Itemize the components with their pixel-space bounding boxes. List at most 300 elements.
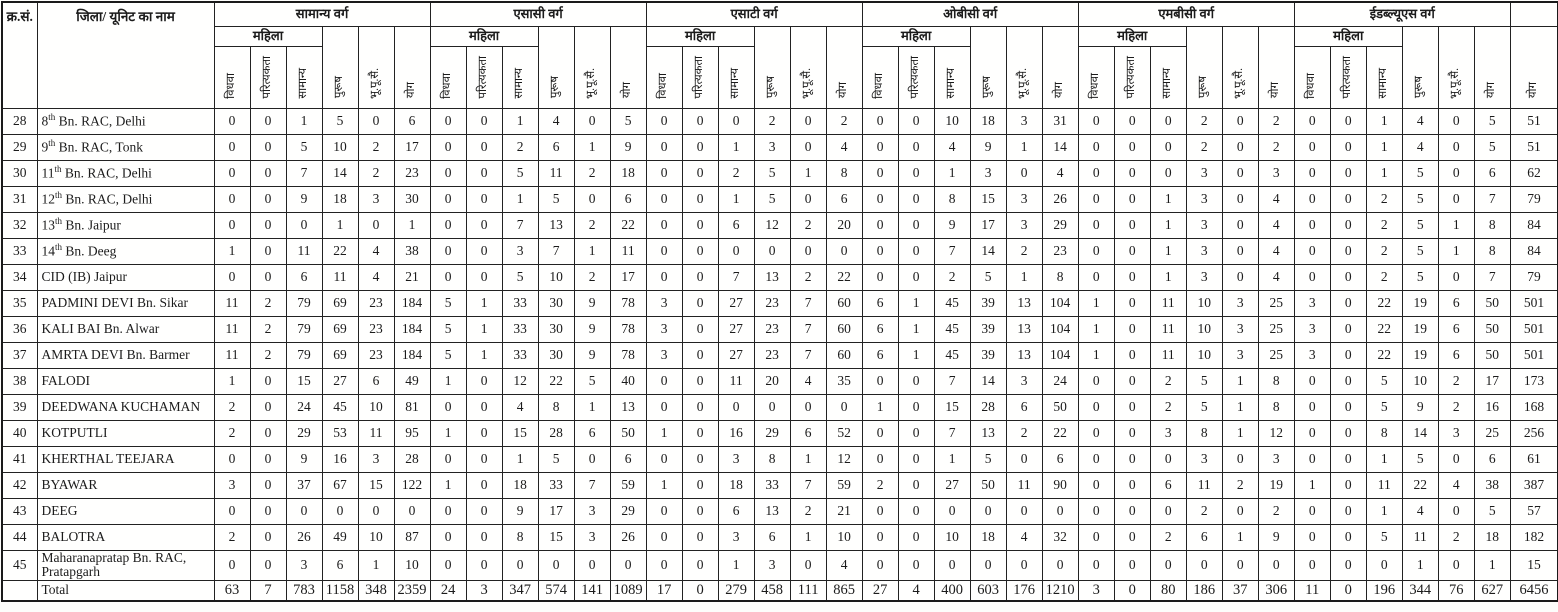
value-cell: 1 [862,394,898,420]
value-cell: 3 [1006,108,1042,134]
row-grand-total-cell: 51 [1510,134,1558,160]
value-cell: 4 [790,368,826,394]
total-row [2,581,1558,601]
subcol-header-male-label: पुरूष [981,76,994,99]
value-cell: 6 [1150,472,1186,498]
value-cell: 9 [970,134,1006,160]
value-cell: 0 [250,212,286,238]
female-group-header: महिला [1078,26,1186,46]
value-cell: 4 [898,581,934,601]
value-cell: 8 [1258,394,1294,420]
value-cell: 3 [1186,212,1222,238]
value-cell: 184 [394,290,430,316]
col-header-serial-no: क्र.सं. [2,2,37,108]
value-cell: 4 [1258,238,1294,264]
value-cell: 0 [1222,160,1258,186]
value-cell: 25 [1258,342,1294,368]
value-cell: 27 [934,472,970,498]
row-grand-total-cell: 84 [1510,238,1558,264]
serial-cell: 28 [2,108,37,134]
value-cell: 0 [1222,446,1258,472]
value-cell: 53 [322,420,358,446]
value-cell: 0 [1330,394,1366,420]
value-cell: 0 [250,134,286,160]
value-cell: 52 [826,420,862,446]
subcol-header-total [1258,26,1294,108]
value-cell: 0 [1078,420,1114,446]
value-cell: 0 [250,108,286,134]
value-cell: 1 [394,212,430,238]
value-cell: 0 [250,368,286,394]
value-cell: 865 [826,581,862,601]
value-cell: 9 [574,316,610,342]
value-cell: 12 [826,446,862,472]
row-grand-total-cell: 501 [1510,342,1558,368]
value-cell: 0 [1330,550,1366,581]
value-cell: 2 [574,264,610,290]
value-cell: 0 [862,238,898,264]
value-cell: 24 [1042,368,1078,394]
value-cell: 279 [718,581,754,601]
ordinal-suffix: th [48,137,56,148]
table-row [2,550,1558,581]
value-cell: 19 [1402,316,1438,342]
value-cell: 2 [1258,134,1294,160]
subcol-header-total [610,26,646,108]
value-cell: 9 [934,212,970,238]
value-cell: 10 [1402,368,1438,394]
value-cell: 0 [1438,186,1474,212]
value-cell: 37 [286,472,322,498]
value-cell: 347 [502,581,538,601]
subcol-header-general-label: सामान्य [513,67,526,99]
value-cell: 0 [826,238,862,264]
value-cell: 0 [1294,394,1330,420]
value-cell: 0 [1114,342,1150,368]
value-cell: 11 [1006,472,1042,498]
row-grand-total-cell: 79 [1510,186,1558,212]
value-cell: 14 [970,368,1006,394]
value-cell: 1 [430,368,466,394]
value-cell: 0 [430,108,466,134]
value-cell: 2 [250,342,286,368]
value-cell: 3 [754,134,790,160]
value-cell: 0 [646,160,682,186]
value-cell: 0 [862,446,898,472]
value-cell: 3 [358,446,394,472]
value-cell: 2 [1186,134,1222,160]
value-cell: 6 [1042,446,1078,472]
value-cell: 0 [1438,160,1474,186]
subcol-header-ex-serviceman-label: भू.पू.सै. [1233,67,1246,99]
value-cell: 3 [1150,420,1186,446]
value-cell: 2 [250,316,286,342]
ordinal-suffix: th [55,241,63,252]
value-cell: 0 [1222,134,1258,160]
value-cell: 69 [322,316,358,342]
value-cell: 0 [898,524,934,550]
value-cell: 45 [934,290,970,316]
subcol-header-abandoned-label: परित्यकता [909,55,922,99]
value-cell: 4 [1258,186,1294,212]
value-cell: 2 [214,394,250,420]
value-cell: 33 [538,472,574,498]
value-cell: 0 [646,108,682,134]
value-cell: 11 [1186,472,1222,498]
value-cell: 0 [646,394,682,420]
value-cell: 0 [466,472,502,498]
value-cell: 63 [214,581,250,601]
value-cell: 1 [1438,238,1474,264]
value-cell: 0 [1222,186,1258,212]
subcol-header-male [322,26,358,108]
value-cell: 5 [538,446,574,472]
value-cell: 5 [1366,394,1402,420]
subcol-header-male-label: पुरूष [549,76,562,99]
value-cell: 0 [1114,550,1150,581]
value-cell: 50 [970,472,1006,498]
value-cell: 11 [718,368,754,394]
value-cell: 10 [1186,342,1222,368]
table-row [2,134,1558,160]
value-cell: 1 [898,316,934,342]
value-cell: 0 [466,524,502,550]
value-cell: 0 [862,498,898,524]
subcol-header-total-label: योग [1485,82,1498,99]
value-cell: 0 [1006,550,1042,581]
value-cell: 9 [286,186,322,212]
value-cell: 18 [502,472,538,498]
value-cell: 0 [214,160,250,186]
row-grand-total-cell: 62 [1510,160,1558,186]
value-cell: 0 [1366,550,1402,581]
value-cell: 11 [538,160,574,186]
subcol-header-ex-serviceman-label: भू.पू.सै. [801,67,814,99]
value-cell: 0 [430,238,466,264]
value-cell: 3 [286,550,322,581]
subcol-header-general-label: सामान्य [1161,67,1174,99]
value-cell: 0 [358,498,394,524]
value-cell: 5 [430,290,466,316]
value-cell: 1 [466,316,502,342]
table-row [2,316,1558,342]
value-cell: 2 [1438,394,1474,420]
subcol-header-general [502,46,538,108]
value-cell: 8 [1474,238,1510,264]
value-cell: 0 [358,108,394,134]
subcol-header-male [1186,26,1222,108]
value-cell: 0 [898,550,934,581]
value-cell: 5 [1366,524,1402,550]
value-cell: 5 [1402,264,1438,290]
value-cell: 23 [358,316,394,342]
value-cell: 5 [1402,212,1438,238]
value-cell: 0 [1114,446,1150,472]
value-cell: 1 [1150,238,1186,264]
value-cell: 0 [1294,212,1330,238]
unit-name-cell: KALI BAI Bn. Alwar [37,316,214,342]
value-cell: 5 [1402,160,1438,186]
value-cell: 27 [718,316,754,342]
value-cell: 0 [430,186,466,212]
value-cell: 2 [1258,498,1294,524]
subcol-header-widow-label: विधवा [225,72,238,99]
value-cell: 1 [1402,550,1438,581]
value-cell: 17 [610,264,646,290]
value-cell: 4 [1006,524,1042,550]
value-cell: 38 [394,238,430,264]
value-cell: 11 [1294,581,1330,601]
value-cell: 0 [1294,108,1330,134]
value-cell: 3 [646,290,682,316]
value-cell: 186 [1186,581,1222,601]
value-cell: 5 [970,446,1006,472]
value-cell: 4 [1042,160,1078,186]
value-cell: 0 [1150,550,1186,581]
value-cell: 0 [1078,238,1114,264]
subcol-header-widow-label: विधवा [657,72,670,99]
value-cell: 4 [358,264,394,290]
value-cell: 0 [1222,498,1258,524]
value-cell: 9 [610,134,646,160]
value-cell: 16 [1474,394,1510,420]
value-cell: 2 [1438,524,1474,550]
value-cell: 0 [646,212,682,238]
value-cell: 0 [1330,134,1366,160]
subcol-header-abandoned [466,46,502,108]
value-cell: 7 [538,238,574,264]
value-cell: 0 [1078,186,1114,212]
value-cell: 11 [322,264,358,290]
subcol-header-general-label: सामान्य [729,67,742,99]
value-cell: 30 [538,290,574,316]
value-cell: 0 [862,212,898,238]
subcol-header-widow [430,46,466,108]
value-cell: 0 [862,264,898,290]
value-cell: 2 [790,264,826,290]
value-cell: 4 [358,238,394,264]
subcol-header-general [718,46,754,108]
value-cell: 2 [790,498,826,524]
unit-name-cell: DEEDWANA KUCHAMAN [37,394,214,420]
value-cell: 24 [430,581,466,601]
value-cell: 0 [1330,581,1366,601]
value-cell: 26 [286,524,322,550]
serial-cell [2,581,37,601]
value-cell: 3 [646,316,682,342]
value-cell: 5 [1402,446,1438,472]
value-cell: 0 [430,160,466,186]
value-cell: 3 [1186,186,1222,212]
value-cell: 2 [1366,212,1402,238]
value-cell: 3 [574,524,610,550]
value-cell: 1 [1078,316,1114,342]
value-cell: 25 [1258,290,1294,316]
value-cell: 26 [1042,186,1078,212]
value-cell: 87 [394,524,430,550]
row-grand-total-cell: 168 [1510,394,1558,420]
subcol-header-male [754,26,790,108]
value-cell: 3 [1186,160,1222,186]
value-cell: 1 [502,108,538,134]
value-cell: 95 [394,420,430,446]
serial-cell: 35 [2,290,37,316]
value-cell: 0 [250,238,286,264]
value-cell: 1 [934,160,970,186]
value-cell: 0 [898,394,934,420]
value-cell: 13 [1006,316,1042,342]
subcol-header-abandoned [682,46,718,108]
value-cell: 2 [1150,394,1186,420]
value-cell: 38 [1474,472,1510,498]
value-cell: 6 [610,186,646,212]
grand-total-spacer [1510,2,1558,26]
ordinal-suffix: th [55,215,63,226]
value-cell: 10 [322,134,358,160]
value-cell: 0 [1114,212,1150,238]
value-cell: 0 [1114,290,1150,316]
value-cell: 5 [1366,368,1402,394]
value-cell: 7 [934,368,970,394]
value-cell: 0 [358,212,394,238]
value-cell: 1 [466,342,502,368]
value-cell: 0 [466,550,502,581]
value-cell: 1 [502,186,538,212]
table-row [2,212,1558,238]
unit-name-cell: 13th Bn. Jaipur [37,212,214,238]
value-cell: 14 [1042,134,1078,160]
value-cell: 5 [754,160,790,186]
subcol-header-widow-label: विधवा [1089,72,1102,99]
value-cell: 0 [1438,446,1474,472]
value-cell: 25 [1258,316,1294,342]
value-cell: 0 [790,394,826,420]
value-cell: 0 [1438,550,1474,581]
subcol-header-abandoned-label: परित्यकता [1341,55,1354,99]
value-cell: 9 [1258,524,1294,550]
serial-cell: 30 [2,160,37,186]
value-cell: 0 [646,238,682,264]
unit-name-cell: BYAWAR [37,472,214,498]
subcol-header-widow [1078,46,1114,108]
value-cell: 2 [934,264,970,290]
table-row [2,498,1558,524]
value-cell: 0 [934,550,970,581]
value-cell: 1 [358,550,394,581]
value-cell: 400 [934,581,970,601]
value-cell: 0 [1150,108,1186,134]
value-cell: 11 [358,420,394,446]
subcol-header-ex-serviceman [1222,26,1258,108]
subcol-header-abandoned [250,46,286,108]
value-cell: 348 [358,581,394,601]
value-cell: 0 [790,108,826,134]
value-cell: 1 [646,420,682,446]
value-cell: 0 [1330,108,1366,134]
value-cell: 3 [1186,238,1222,264]
value-cell: 0 [250,264,286,290]
serial-cell: 34 [2,264,37,290]
value-cell: 1 [718,550,754,581]
serial-cell: 29 [2,134,37,160]
value-cell: 0 [898,186,934,212]
category-header: एसासी वर्ग [430,2,646,26]
row-grand-total-cell: 51 [1510,108,1558,134]
value-cell: 0 [898,108,934,134]
table-row [2,368,1558,394]
value-cell: 10 [934,524,970,550]
subcol-header-ex-serviceman [574,26,610,108]
value-cell: 5 [286,134,322,160]
value-cell: 0 [790,238,826,264]
value-cell: 0 [1114,581,1150,601]
value-cell: 22 [1366,316,1402,342]
value-cell: 0 [466,134,502,160]
value-cell: 0 [682,446,718,472]
value-cell: 0 [862,134,898,160]
value-cell: 39 [970,290,1006,316]
value-cell: 2 [1150,368,1186,394]
value-cell: 0 [1330,290,1366,316]
value-cell: 12 [502,368,538,394]
value-cell: 0 [466,186,502,212]
value-cell: 2 [754,108,790,134]
value-cell: 32 [1042,524,1078,550]
value-cell: 0 [1222,238,1258,264]
value-cell: 23 [754,290,790,316]
value-cell: 11 [1150,316,1186,342]
value-cell: 0 [1114,186,1150,212]
subcol-header-widow [646,46,682,108]
subcol-header-male-label: पुरूष [1197,76,1210,99]
value-cell: 22 [322,238,358,264]
value-cell: 0 [898,160,934,186]
unit-name-cell: 11th Bn. RAC, Delhi [37,160,214,186]
value-cell: 45 [322,394,358,420]
value-cell: 1210 [1042,581,1078,601]
value-cell: 1 [322,212,358,238]
value-cell: 50 [1042,394,1078,420]
value-cell: 141 [574,581,610,601]
value-cell: 21 [826,498,862,524]
value-cell: 9 [502,498,538,524]
value-cell: 33 [502,290,538,316]
value-cell: 10 [358,394,394,420]
value-cell: 2 [502,134,538,160]
value-cell: 4 [1258,212,1294,238]
value-cell: 3 [646,342,682,368]
value-cell: 5 [1474,498,1510,524]
subcol-header-male-label: पुरूष [333,76,346,99]
value-cell: 3 [1006,368,1042,394]
serial-cell: 43 [2,498,37,524]
table-row [2,342,1558,368]
value-cell: 0 [1114,368,1150,394]
value-cell: 17 [1474,368,1510,394]
value-cell: 27 [862,581,898,601]
unit-name-cell: 8th Bn. RAC, Delhi [37,108,214,134]
value-cell: 0 [790,186,826,212]
value-cell: 1 [646,472,682,498]
value-cell: 8 [1366,420,1402,446]
value-cell: 0 [214,134,250,160]
value-cell: 0 [466,420,502,446]
subcol-header-general [1150,46,1186,108]
value-cell: 6 [1438,342,1474,368]
value-cell: 29 [1042,212,1078,238]
subcol-header-ex-serviceman-label: भू.पू.सै. [1449,67,1462,99]
value-cell: 3 [1186,264,1222,290]
